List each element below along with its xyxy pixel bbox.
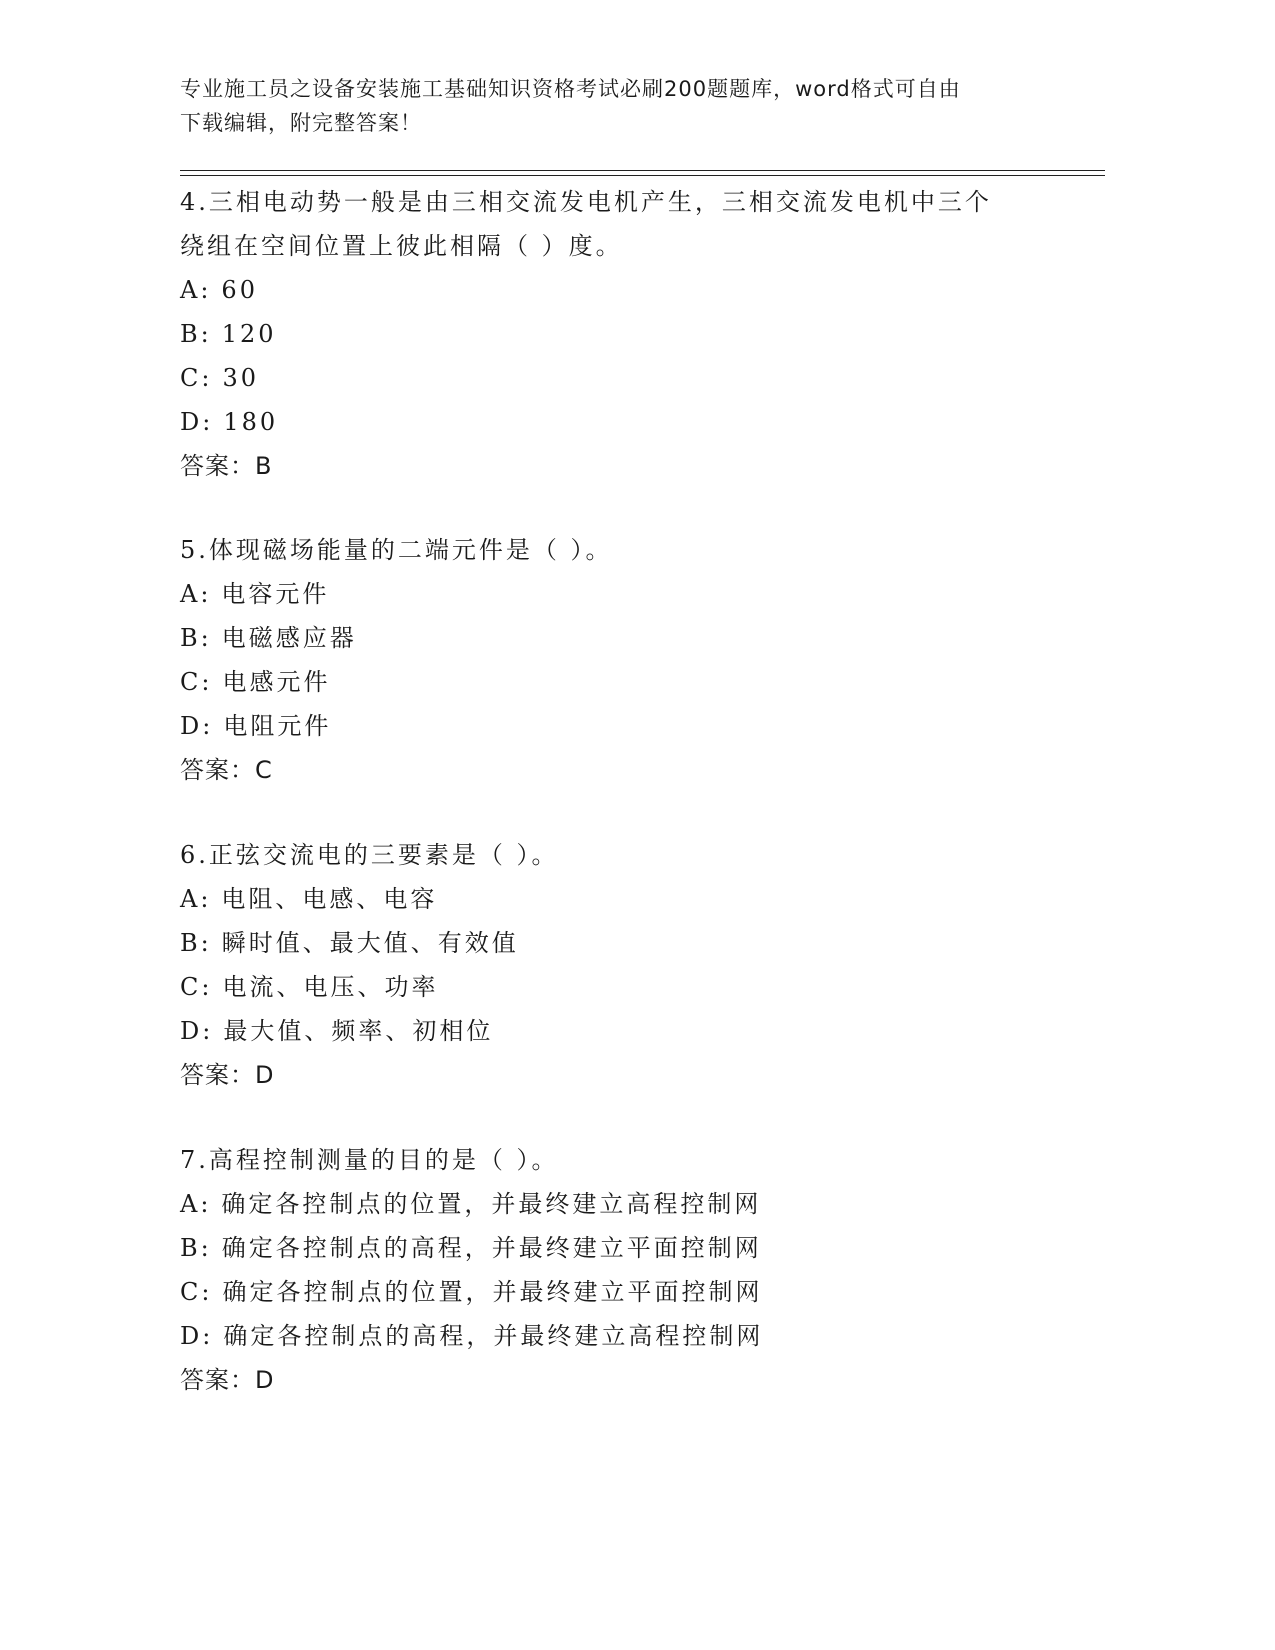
option-key: D: [180, 712, 214, 740]
option-c [180, 660, 1060, 704]
question-stem-line: 7.高程控制测量的目的是（ ）。 [180, 1146, 559, 1174]
option-value: 最大值、频率、初相位 [223, 1017, 494, 1045]
option-a [180, 268, 1060, 312]
option-b [180, 312, 1060, 356]
option-value: 60 [221, 276, 258, 304]
question-stem-line: 5.体现磁场能量的二端元件是（ ）。 [180, 536, 613, 564]
question-7 [180, 1138, 1060, 1402]
option-c [180, 356, 1060, 400]
option-c [180, 1270, 1060, 1314]
option-value: 确定各控制点的位置，并最终建立高程控制网 [221, 1190, 762, 1218]
option-a [180, 877, 1060, 921]
option-value: 电感元件 [222, 668, 331, 696]
question-stem-line: 6.正弦交流电的三要素是（ ）。 [180, 841, 559, 869]
option-value: 电阻、电感、电容 [221, 885, 438, 913]
option-value: 确定各控制点的高程，并最终建立平面控制网 [221, 1234, 762, 1262]
question-6 [180, 833, 1060, 1097]
option-d [180, 1009, 1060, 1053]
option-key: D: [180, 1017, 214, 1045]
answer-line: 答案：C [180, 756, 273, 784]
option-c [180, 965, 1060, 1009]
option-d [180, 400, 1060, 444]
option-value: 180 [223, 408, 279, 436]
option-key: A: [180, 276, 212, 304]
option-key: D: [180, 408, 214, 436]
option-key: C: [180, 1278, 213, 1306]
answer-line: 答案：D [180, 1061, 275, 1089]
option-b [180, 616, 1060, 660]
question-5 [180, 528, 1060, 792]
header-divider-bottom [180, 175, 1105, 176]
document-header [180, 72, 1040, 140]
option-value: 30 [222, 364, 259, 392]
question-stem-line: 4.三相电动势一般是由三相交流发电机产生，三相交流发电机中三个 [180, 188, 992, 216]
option-key: B: [180, 1234, 212, 1262]
option-key: C: [180, 973, 213, 1001]
option-key: B: [180, 320, 212, 348]
option-value: 电磁感应器 [221, 624, 357, 652]
question-stem-line: 绕组在空间位置上彼此相隔（ ）度。 [180, 232, 623, 260]
option-key: B: [180, 624, 212, 652]
option-value: 确定各控制点的位置，并最终建立平面控制网 [222, 1278, 763, 1306]
option-a [180, 1182, 1060, 1226]
answer-line: 答案：B [180, 452, 273, 480]
option-key: C: [180, 364, 213, 392]
option-d [180, 704, 1060, 748]
option-b [180, 1226, 1060, 1270]
option-key: C: [180, 668, 213, 696]
answer-line: 答案：D [180, 1366, 275, 1394]
option-key: A: [180, 580, 212, 608]
option-value: 确定各控制点的高程，并最终建立高程控制网 [223, 1322, 764, 1350]
option-value: 120 [221, 320, 277, 348]
option-key: B: [180, 929, 212, 957]
option-value: 电阻元件 [223, 712, 332, 740]
option-key: A: [180, 1190, 212, 1218]
option-value: 电流、电压、功率 [222, 973, 439, 1001]
option-d [180, 1314, 1060, 1358]
header-divider-top [180, 170, 1105, 171]
option-b [180, 921, 1060, 965]
option-key: D: [180, 1322, 214, 1350]
option-a [180, 572, 1060, 616]
option-value: 电容元件 [221, 580, 330, 608]
header-line-2: 下载编辑，附完整答案！ [180, 111, 422, 135]
option-value: 瞬时值、最大值、有效值 [221, 929, 519, 957]
question-4 [180, 180, 1060, 488]
option-key: A: [180, 885, 212, 913]
header-line-1: 专业施工员之设备安装施工基础知识资格考试必刷200题题库，word格式可自由 [180, 77, 961, 101]
